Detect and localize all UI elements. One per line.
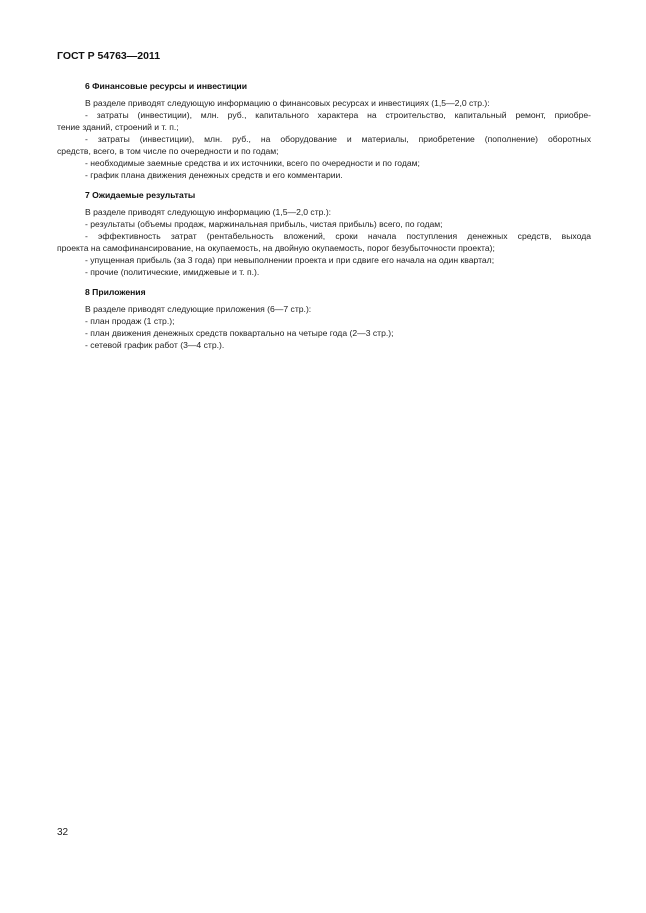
paragraph-line: - эффективность затрат (рентабельность вложений, сроки начала поступления денежных средств, выхода <box>85 231 591 241</box>
page-number: 32 <box>57 827 69 838</box>
section-title: 7 Ожидаемые результаты <box>85 190 196 200</box>
document-header: ГОСТ Р 54763—2011 <box>57 50 161 62</box>
paragraph-line: - затраты (инвестиции), млн. руб., капитального характера на строительство, капитальный ремонт, приобре- <box>85 110 591 120</box>
paragraph-line: В разделе приводят следующую информацию о финансовых ресурсах и инвестициях (1,5—2,0 стр.): <box>85 98 490 108</box>
paragraph-line: - график плана движения денежных средств и его комментарии. <box>85 170 343 180</box>
paragraph-line: средств, всего, в том числе по очередности и по годам; <box>57 146 279 156</box>
paragraph-line: - результаты (объемы продаж, маржинальная прибыль, чистая прибыль) всего, по годам; <box>85 219 443 229</box>
paragraph-line: В разделе приводят следующую информацию (1,5—2,0 стр.): <box>85 207 332 217</box>
paragraph-line: - затраты (инвестиции), млн. руб., на оборудование и материалы, приобретение (пополнение) оборотных <box>85 134 591 144</box>
section-title: 6 Финансовые ресурсы и инвестиции <box>85 81 247 91</box>
paragraph-line: - необходимые заемные средства и их источники, всего по очередности и по годам; <box>85 158 420 168</box>
paragraph-line: тение зданий, строений и т. п.; <box>57 122 179 132</box>
paragraph-line: - сетевой график работ (3—4 стр.). <box>85 340 225 350</box>
section-title: 8 Приложения <box>85 287 146 297</box>
paragraph-line: - упущенная прибыль (за 3 года) при невыполнении проекта и при сдвиге его начала на один квартал; <box>85 255 495 265</box>
paragraph-line: - план движения денежных средств поквартально на четыре года (2—3 стр.); <box>85 328 394 338</box>
paragraph-line: - план продаж (1 стр.); <box>85 316 175 326</box>
paragraph-line: проекта на самофинансирование, на окупаемость, на двойную окупаемость, порог безубыточности проекта); <box>57 243 495 253</box>
paragraph-line: В разделе приводят следующие приложения (6—7 стр.): <box>85 304 312 314</box>
paragraph-line: - прочие (политические, имиджевые и т. п.). <box>85 267 260 277</box>
